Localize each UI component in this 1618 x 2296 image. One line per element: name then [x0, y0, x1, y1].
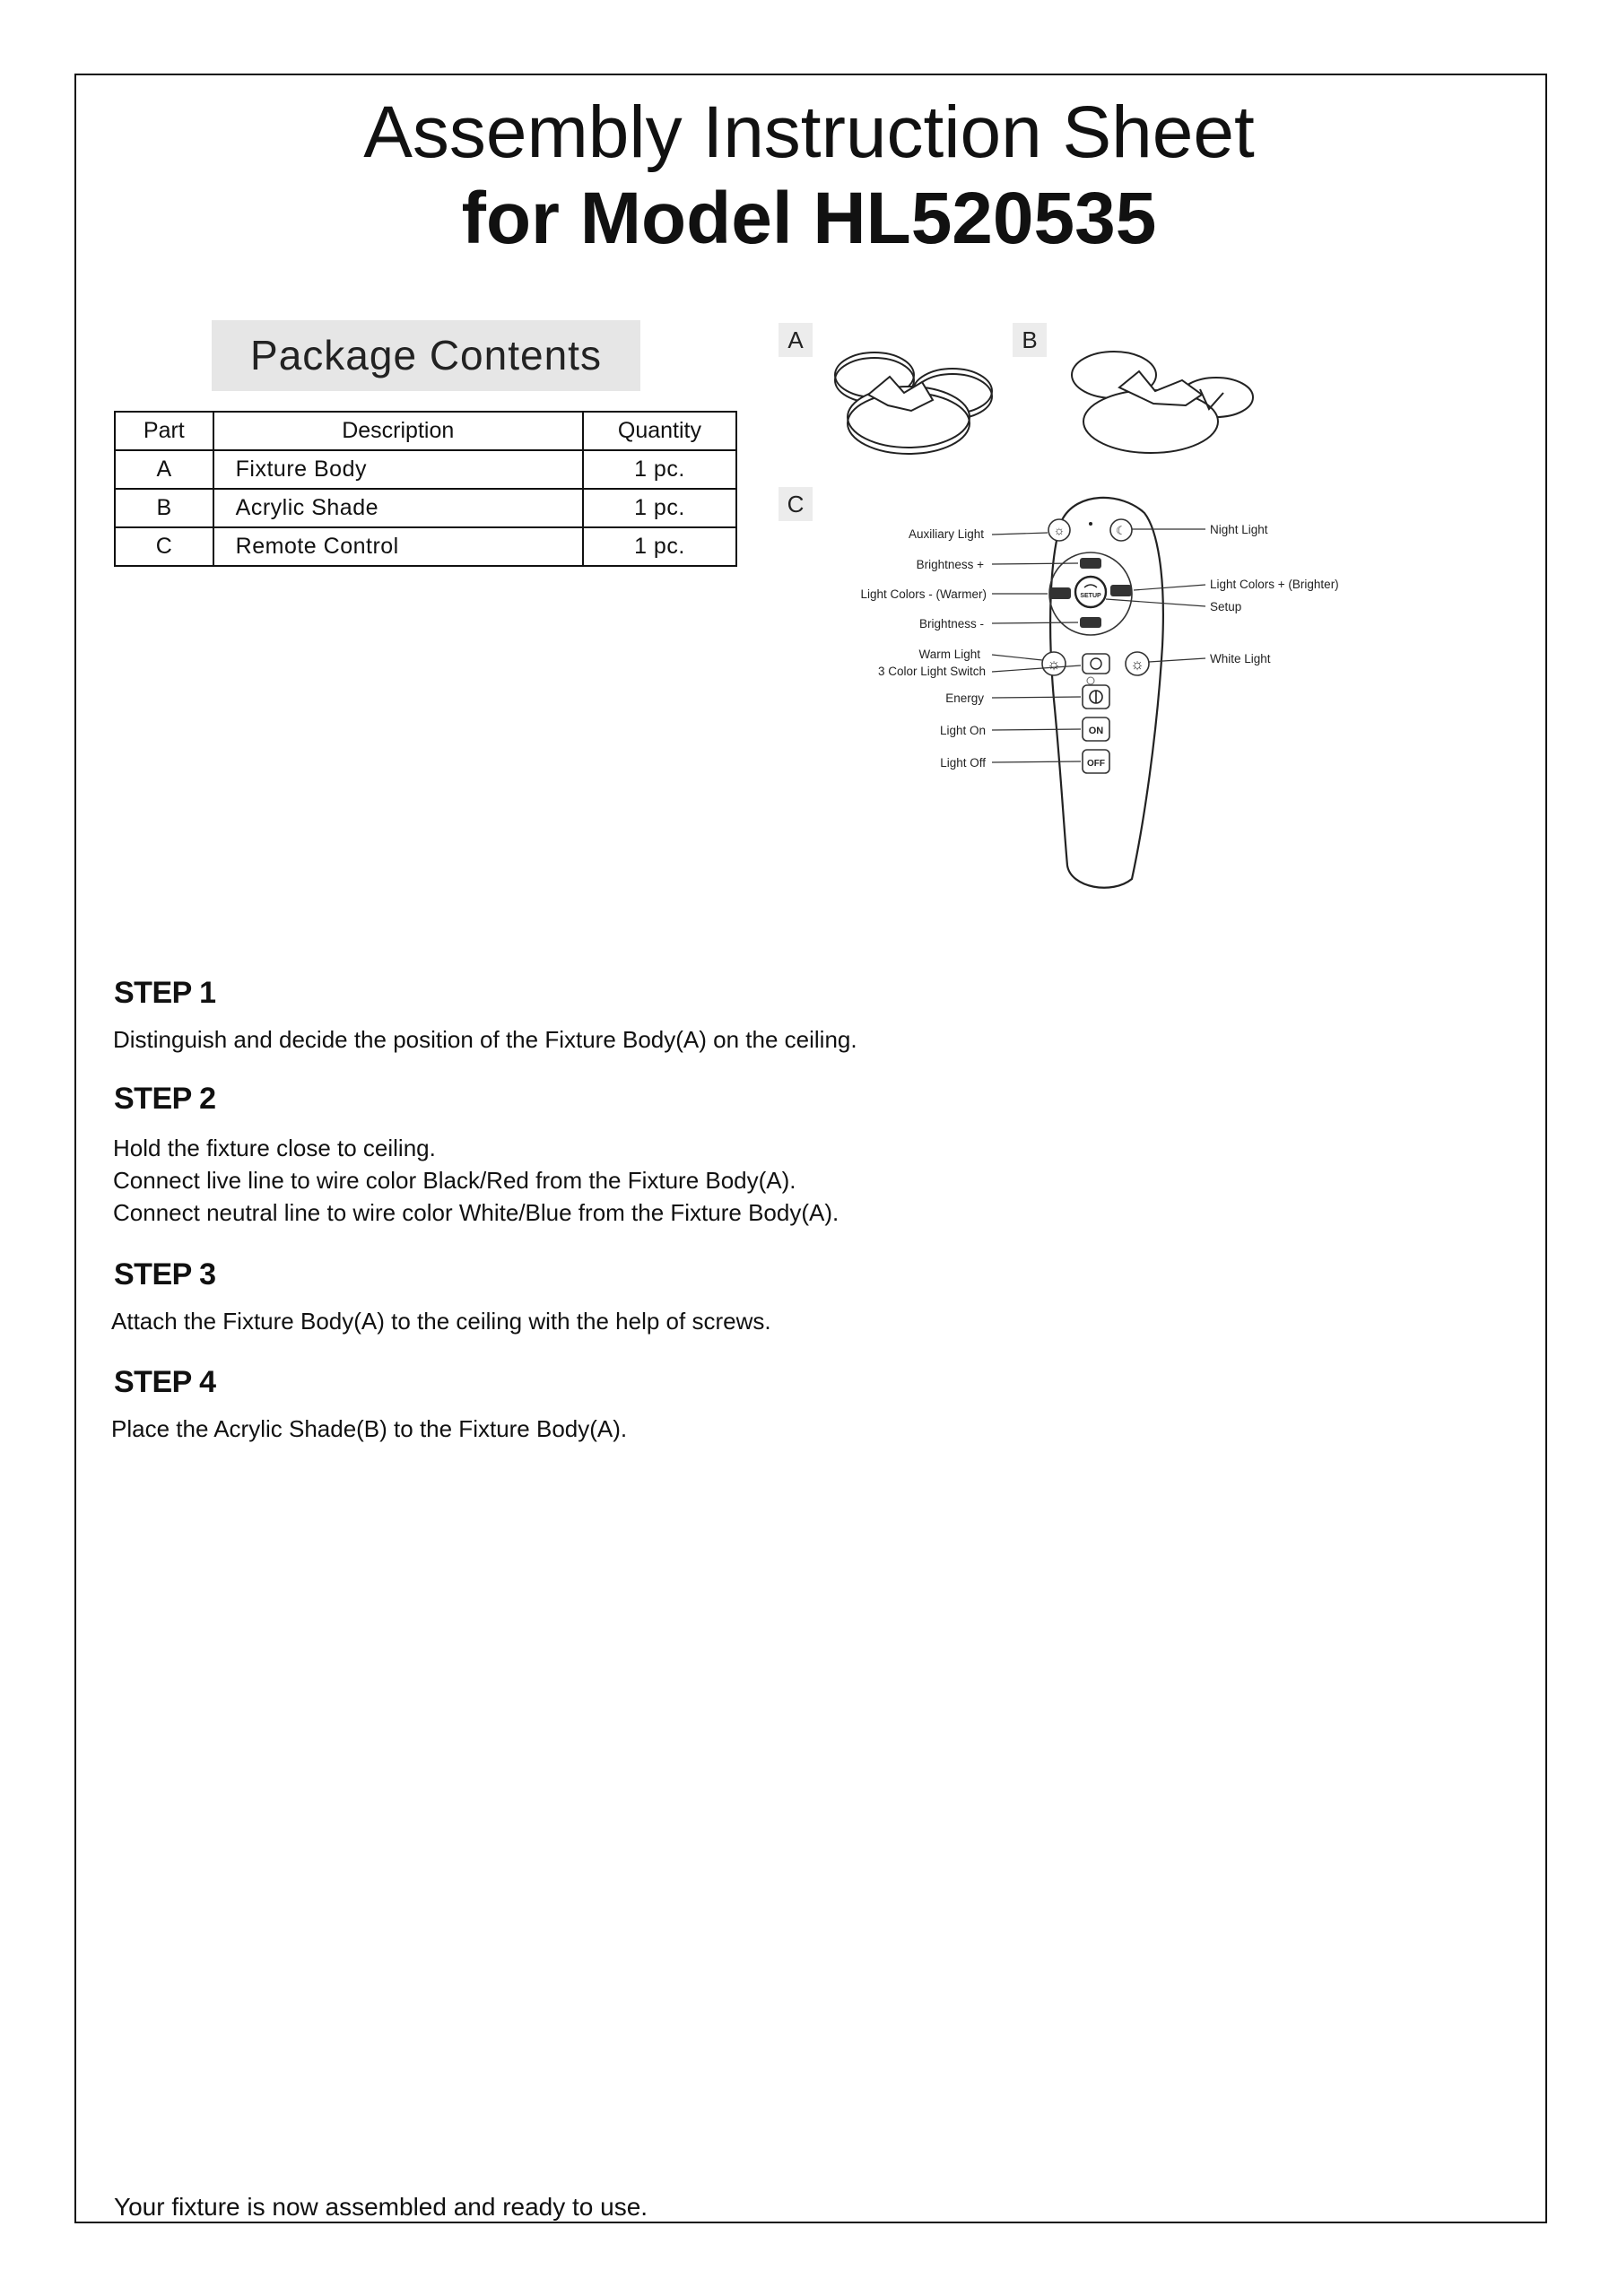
- brightness-plus-button: [1080, 558, 1101, 569]
- quantity-cell: 1 pc.: [583, 450, 736, 489]
- figure-tag-a: A: [779, 323, 813, 357]
- description-cell: Acrylic Shade: [213, 489, 583, 527]
- label-warm-light: Warm Light: [918, 648, 980, 661]
- part-cell: B: [115, 489, 213, 527]
- part-cell: A: [115, 450, 213, 489]
- brightness-minus-button: [1080, 617, 1101, 628]
- step-4-heading: STEP 4: [114, 1365, 216, 1399]
- model-title: for Model HL520535: [461, 178, 1157, 259]
- step-2-text-line-2: Connect live line to wire color Black/Red from the Fixture Body(A).: [113, 1167, 796, 1194]
- sun-outline-icon: ☼: [1130, 656, 1144, 673]
- label-brightness-plus: Brightness +: [916, 558, 984, 571]
- moon-icon: ☾: [1116, 524, 1127, 537]
- label-light-off: Light Off: [940, 756, 986, 770]
- label-night-light: Night Light: [1210, 523, 1268, 536]
- label-light-colors-brighter: Light Colors + (Brighter): [1210, 578, 1339, 591]
- step-3-heading: STEP 3: [114, 1257, 216, 1292]
- color-switch-button: [1083, 654, 1109, 674]
- step-2-text-line-3: Connect neutral line to wire color White/Blue from the Fixture Body(A).: [113, 1199, 839, 1226]
- package-contents-heading: Package Contents: [212, 320, 640, 391]
- part-cell: C: [115, 527, 213, 566]
- label-setup: Setup: [1210, 600, 1242, 613]
- step-3-text: Attach the Fixture Body(A) to the ceiling with the help of screws.: [111, 1308, 771, 1335]
- figure-tag-b: B: [1013, 323, 1047, 357]
- step-1-text: Distinguish and decide the position of the Fixture Body(A) on the ceiling.: [113, 1026, 857, 1053]
- off-button-label: OFF: [1087, 759, 1105, 769]
- column-header-description: Description: [213, 412, 583, 450]
- fixture-body-illustration: [835, 352, 992, 454]
- on-button-label: ON: [1088, 726, 1104, 736]
- step-2-heading: STEP 2: [114, 1082, 216, 1116]
- label-white-light: White Light: [1210, 652, 1271, 665]
- sun-icon: ☼: [1047, 656, 1061, 673]
- label-brightness-minus: Brightness -: [918, 617, 984, 631]
- figure-tag-c: C: [779, 487, 813, 521]
- label-auxiliary-light: Auxiliary Light: [908, 527, 984, 541]
- brighter-button: [1110, 585, 1132, 596]
- footer-note: Your fixture is now assembled and ready to use.: [114, 2193, 648, 2221]
- description-cell: Remote Control: [213, 527, 583, 566]
- acrylic-shade-illustration: [1072, 352, 1253, 453]
- step-2-text-line-1: Hold the fixture close to ceiling.: [113, 1135, 436, 1161]
- label-light-on: Light On: [939, 724, 986, 737]
- page-title: Assembly Instruction Sheet: [363, 91, 1255, 173]
- warmer-button: [1049, 587, 1071, 599]
- remote-control-illustration: [860, 498, 1338, 888]
- step-1-heading: STEP 1: [114, 976, 216, 1010]
- column-header-part: Part: [115, 412, 213, 450]
- label-color-switch: 3 Color Light Switch: [877, 665, 986, 678]
- setup-button-label: SETUP: [1080, 593, 1101, 599]
- quantity-cell: 1 pc.: [583, 489, 736, 527]
- label-light-colors-warmer: Light Colors - (Warmer): [860, 587, 987, 601]
- illustrations: [0, 0, 1618, 942]
- label-energy: Energy: [945, 691, 984, 705]
- sun-small-icon: ☼: [1053, 523, 1066, 537]
- setup-button: [1075, 577, 1106, 607]
- step-4-text: Place the Acrylic Shade(B) to the Fixture Body(A).: [111, 1415, 628, 1442]
- description-cell: Fixture Body: [213, 450, 583, 489]
- quantity-cell: 1 pc.: [583, 527, 736, 566]
- column-header-quantity: Quantity: [583, 412, 736, 450]
